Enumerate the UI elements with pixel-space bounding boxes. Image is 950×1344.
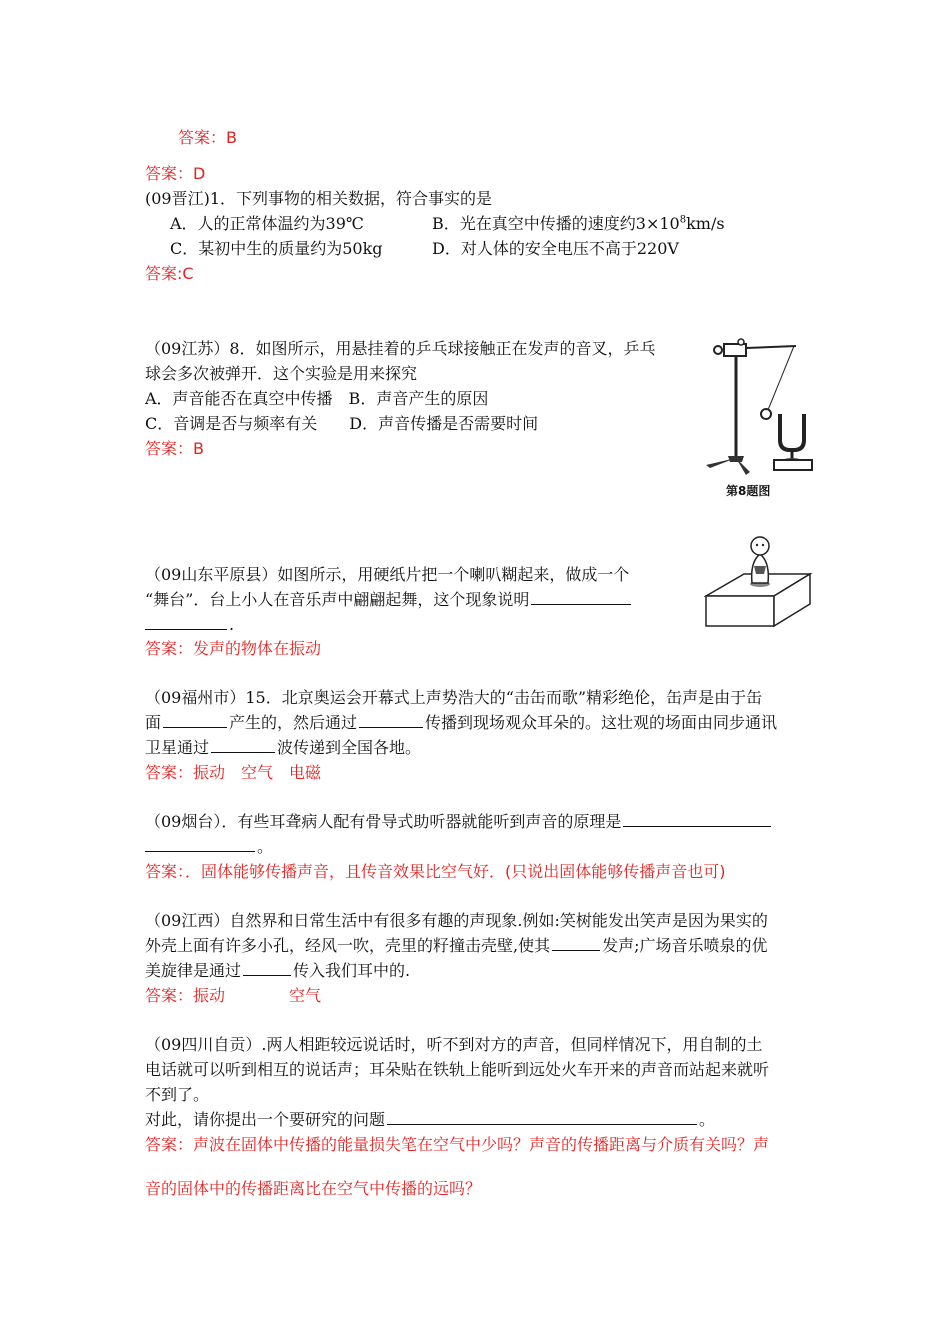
answer-q7-line2: 音的固体中的传播距离比在空气中传播的远吗？ [145, 1179, 482, 1198]
question-3-stem-line3 [145, 613, 234, 637]
question-1-option-b [432, 212, 725, 236]
q6-text-a: 外壳上面有许多小孔，经风一吹，壳里的籽撞击壳壁,使其 [145, 936, 551, 955]
question-6-line2 [145, 934, 768, 958]
q6-text-d: 传入我们耳中的. [293, 961, 411, 980]
q7-text: 对此，请你提出一个要研究的问题 [145, 1110, 386, 1129]
question-3-end: . [229, 615, 235, 634]
question-4-line2 [145, 711, 777, 735]
question-5-blank-cont[interactable] [145, 835, 255, 852]
q4-text-a: 面 [145, 713, 162, 732]
figure-caption: 第8题图 [726, 484, 771, 498]
answer-q0: 答案：B [178, 128, 237, 147]
question-2-options-ab: A．声音能否在真空中传播 B．声音产生的原因 [145, 389, 489, 408]
answer-q2: 答案：B [145, 439, 204, 458]
option-b-unit: km/s [686, 214, 725, 233]
answer-q1: 答案:C [145, 264, 194, 283]
q5-end: 。 [257, 837, 274, 856]
option-b-text: B．光在真空中传播的速度约3×10 [432, 214, 680, 233]
option-b-exponent: 8 [679, 214, 687, 226]
question-7-line4 [145, 1108, 715, 1132]
q6-text-c: 美旋律是通过 [145, 961, 242, 980]
answer-q4: 答案：振动 空气 电磁 [145, 763, 322, 782]
q5-text: （09烟台）．有些耳聋病人配有骨导式助听器就能听到声音的原理是 [145, 812, 622, 831]
question-3-stem-line2 [145, 588, 633, 612]
question-6-line1: （09江西）自然界和日常生活中有很多有趣的声现象.例如:笑树能发出笑声是因为果实的 [145, 911, 768, 930]
answer-q5: 答案：．固体能够传播声音，且传音效果比空气好．(只说出固体能够传播声音也可) [145, 862, 726, 881]
question-1-option-d: D．对人体的安全电压不高于220V [432, 239, 679, 258]
question-7-line3: 不到了。 [145, 1085, 210, 1104]
question-4-line1: （09福州市）15．北京奥运会开幕式上声势浩大的“击缶而歌”精彩绝伦，缶声是由于缶 [145, 688, 763, 707]
answer-q3: 答案：发声的物体在振动 [145, 639, 322, 658]
question-3-blank[interactable] [531, 588, 631, 605]
q4-text-c: 传播到现场观众耳朵的。这壮观的场面由同步通讯 [425, 713, 778, 732]
q4-text-b: 产生的，然后通过 [229, 713, 358, 732]
question-1-option-c: C．某初中生的质量约为50kg [170, 239, 383, 258]
q6-text-b: 发声;广场音乐喷泉的优 [602, 936, 768, 955]
stage-diagram [704, 526, 814, 630]
question-4-blank-2[interactable] [359, 711, 423, 728]
stage-figure [704, 526, 814, 630]
question-2-stem-line2: 球会多次被弹开．这个实验是用来探究 [145, 364, 418, 383]
question-6-blank-2[interactable] [243, 959, 291, 976]
q4-text-e: 波传递到全国各地。 [277, 738, 422, 757]
answer-q6: 答案：振动 空气 [145, 986, 322, 1005]
question-1-option-a: A．人的正常体温约为39℃ [170, 214, 364, 233]
question-7-line2: 电话就可以听到相互的说话声；耳朵贴在铁轨上能听到远处火车开来的声音而站起来就听 [145, 1060, 770, 1079]
question-4-blank-1[interactable] [163, 711, 227, 728]
question-6-blank-1[interactable] [552, 934, 600, 951]
question-3-stem-line1: （09山东平原县）如图所示，用硬纸片把一个喇叭糊起来，做成一个 [145, 565, 630, 584]
question-1-stem: (09晋江)1．下列事物的相关数据，符合事实的是 [145, 189, 493, 208]
answer-q1-top: 答案：D [145, 164, 206, 183]
question-2-stem-line1: （09江苏）8．如图所示，用悬挂着的乒乓球接触正在发声的音叉，乒乓 [145, 339, 656, 358]
question-6-line3 [145, 959, 410, 983]
tuning-fork-figure [698, 332, 816, 502]
q4-text-d: 卫星通过 [145, 738, 210, 757]
question-3-blank-cont[interactable] [145, 613, 227, 630]
q7-end: 。 [699, 1110, 716, 1129]
question-4-blank-3[interactable] [211, 736, 275, 753]
question-2-options-cd: C．音调是否与频率有关 D．声音传播是否需要时间 [145, 414, 539, 433]
question-4-line3 [145, 736, 421, 760]
question-5-line2 [145, 835, 273, 859]
question-7-blank[interactable] [387, 1108, 697, 1125]
question-7-line1: （09四川自贡）.两人相距较远说话时，听不到对方的声音，但同样情况下，用自制的土 [145, 1035, 763, 1054]
tuning-fork-diagram [698, 332, 816, 502]
question-3-text: “舞台”．台上小人在音乐声中翩翩起舞，这个现象说明 [145, 590, 530, 609]
answer-q7-line1: 答案：声波在固体中传播的能量损失笔在空气中少吗？声音的传播距离与介质有关吗？声 [145, 1135, 770, 1154]
question-5-line1 [145, 810, 773, 834]
question-5-blank[interactable] [623, 810, 771, 827]
